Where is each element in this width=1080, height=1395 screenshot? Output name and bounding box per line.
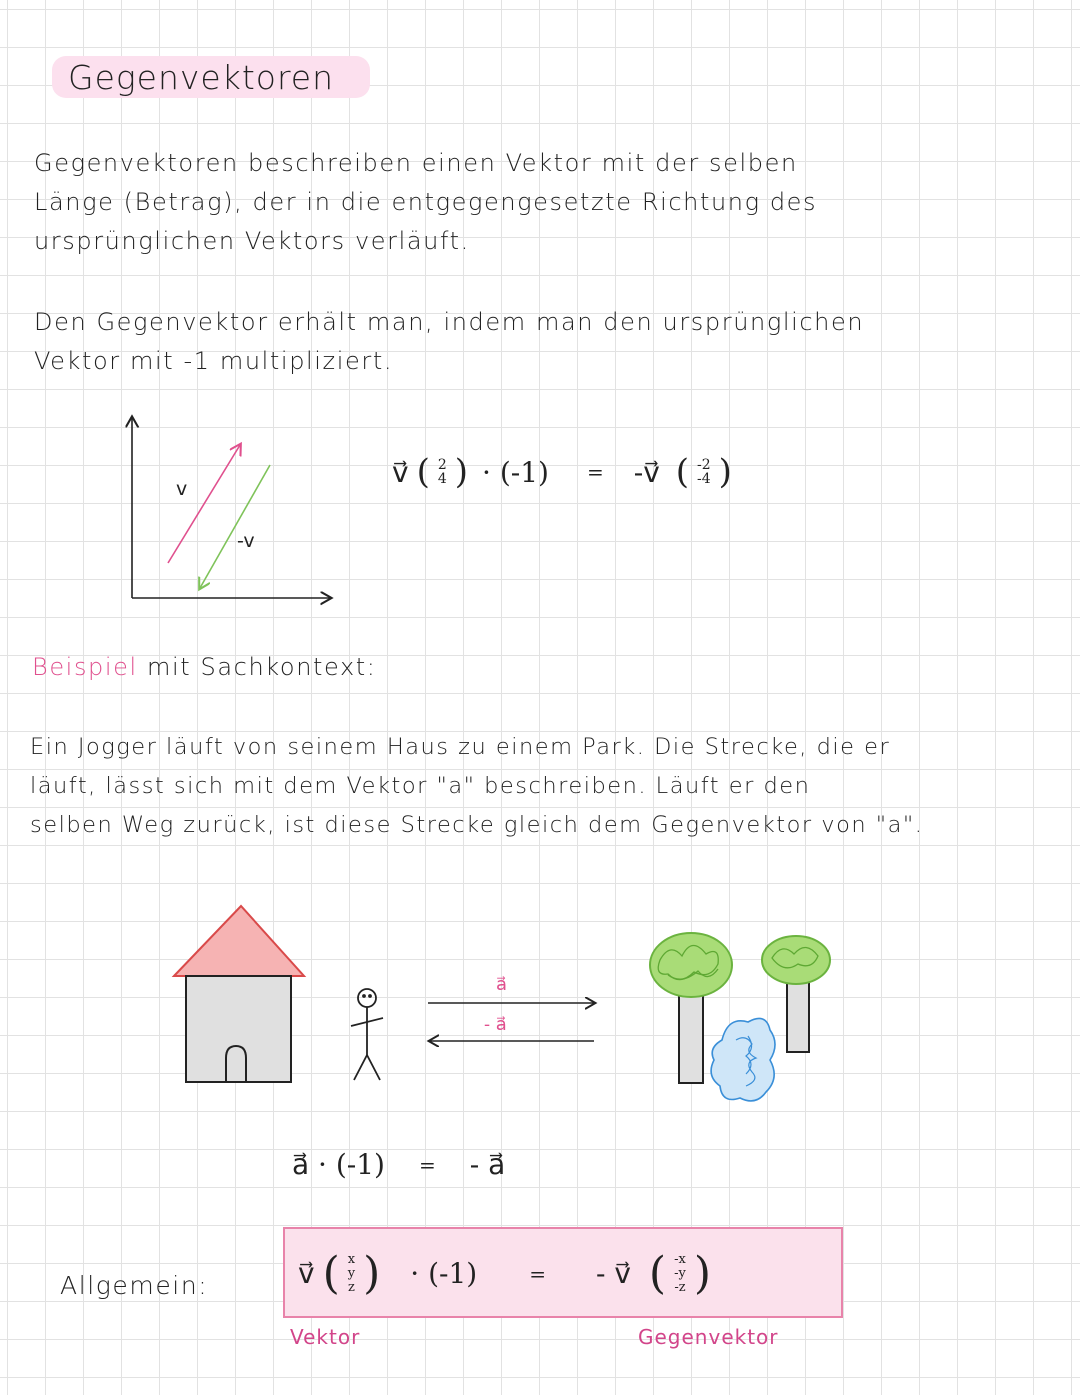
equals-sign: =: [418, 1152, 436, 1177]
component-y: y: [347, 1265, 356, 1281]
equation-a: [292, 1148, 505, 1181]
general-label: Allgemein:: [60, 1271, 209, 1300]
rule-line: Den Gegenvektor erhält man, indem man den ursprünglichen: [34, 308, 865, 336]
definition-line: Gegenvektoren beschreiben einen Vektor mit der selben: [34, 149, 798, 177]
equation-a-rhs: - a⃗: [469, 1148, 506, 1181]
result-component-z: -z: [674, 1279, 686, 1295]
caption-vektor: Vektor: [290, 1325, 361, 1349]
equals-sign: =: [586, 460, 604, 484]
caption-gegenvektor: Gegenvektor: [638, 1325, 779, 1349]
context-line: läuft, lässt sich mit dem Vektor "a" beschreiben. Läuft er den: [30, 773, 811, 799]
definition-line: ursprünglichen Vektors verläuft.: [34, 227, 470, 255]
diagram-label-v: v: [176, 478, 188, 500]
context-line: selben Weg zurück, ist diese Strecke gleich dem Gegenvektor von "a".: [30, 812, 924, 838]
result-component-y: -y: [674, 1265, 686, 1281]
result-component-x: -x: [674, 1251, 686, 1267]
rule-line: Vektor mit -1 multipliziert.: [34, 347, 394, 375]
column-top: 2: [437, 457, 447, 473]
equation-result-vector: -v⃗: [633, 455, 660, 489]
equation-factor: · (-1): [482, 455, 549, 489]
component-x: x: [347, 1251, 356, 1267]
equation-a-lhs: a⃗ · (-1): [292, 1148, 385, 1181]
pond-icon: [711, 1018, 775, 1100]
context-line: Ein Jogger läuft von seinem Haus zu einem Park. Die Strecke, die er: [30, 734, 891, 760]
arrow-label-a: a⃗: [496, 974, 508, 995]
definition-line: Länge (Betrag), der in die entgegengesetzte Richtung des: [34, 188, 818, 216]
general-formula: v⃗ ( x y z ) · (-1) = - v⃗ ( -x -y -z ): [298, 1248, 712, 1299]
component-z: z: [348, 1279, 355, 1295]
equation-vector: v⃗: [392, 455, 409, 489]
column-bottom: 4: [437, 471, 447, 487]
result-column-top: -2: [697, 457, 711, 473]
general-vector: v⃗: [298, 1257, 315, 1290]
arrow-label-minus-a: - a⃗: [484, 1014, 507, 1035]
page-title: Gegenvektoren: [68, 58, 335, 97]
equals-sign: =: [529, 1261, 546, 1286]
example-equation: v⃗ ( 2 4 ) · (-1) = -v⃗ ( -2 -4 ): [392, 452, 732, 492]
general-factor: · (-1): [410, 1257, 478, 1290]
diagram-label-minus-v: -v: [237, 530, 255, 552]
context-heading-rest: mit Sachkontext:: [147, 653, 377, 681]
general-result-vector: - v⃗: [595, 1257, 631, 1290]
result-column-bottom: -4: [697, 471, 711, 487]
jogger-icon: [351, 989, 383, 1080]
context-heading-highlight: Beispiel: [32, 653, 138, 681]
house-icon: [174, 906, 304, 1082]
